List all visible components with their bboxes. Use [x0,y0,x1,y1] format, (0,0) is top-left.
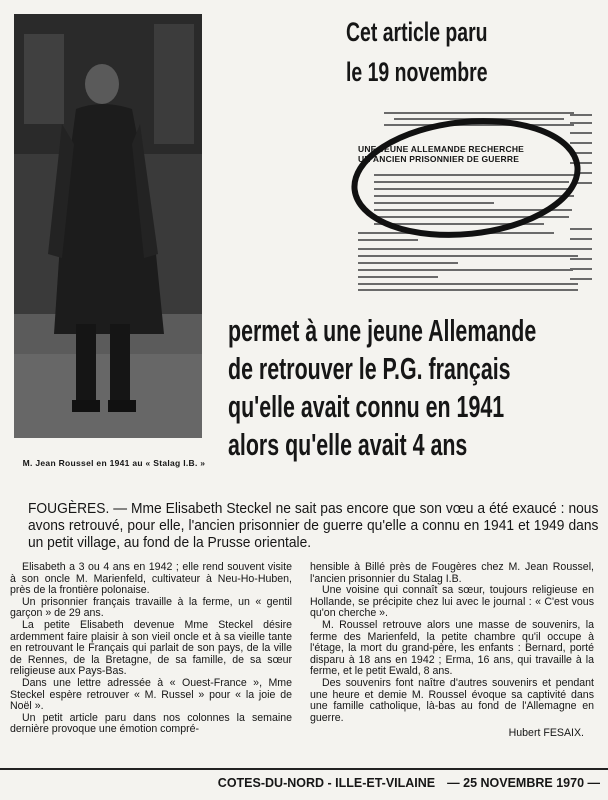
headline-top [346,12,490,92]
lead-paragraph [28,500,598,551]
headline-main-line: alors qu'elle avait 4 ans [228,427,468,462]
lead-text: FOUGÈRES. — Mme Elisabeth Steckel ne sait pas encore que son vœu a été exaucé : nous avons retrouvé, pour elle, l'ancien prisonnier de guerre qu'elle a connu en 1941 et 1949 dans un petit village, au fond de la Prusse orientale. [28,500,599,551]
headline-main [228,312,573,464]
headline-main-line: de retrouver le P.G. français [228,351,511,386]
article-paragraph: Un prisonnier français travaille à la ferme, un « gentil garçon » de 29 ans. [10,595,292,620]
photo-caption: M. Jean Roussel en 1941 au « Stalag I.B. » [22,458,206,468]
article-paragraph: Un petit article paru dans nos colonnes la semaine dernière provoque une émotion compré- [10,711,292,736]
article-paragraph: Une voisine qui connaît sa sœur, toujours religieuse en Hollande, se précipite chez lui avec le journal : « C'est vous qu'on cherche ». [310,584,594,620]
clipping-headline-line: UNE JEUNE ALLEMANDE RECHERCHE [358,144,525,154]
footer-region: COTES-DU-NORD - ILLE-ET-VILAINE [217,776,436,790]
page-footer [0,772,608,794]
footer-rule [0,768,608,770]
article-paragraph: Elisabeth a 3 ou 4 ans en 1942 ; elle rend souvent visite à son oncle M. Marienfeld, cultivateur à Neu-Ho-Huben, près de la frontière polonaise. [10,561,292,597]
clipping-headline-line: UN ANCIEN PRISONNIER DE GUERRE [358,154,520,164]
article-paragraph: La petite Elisabeth devenue Mme Steckel désire ardemment faire plaisir à son vieil oncle et à sa vieille tante en retrouvant le Français qui parlait de son pays, de la ville de Rennes, de la Bretagne, de sa famille, de sa sœur religieuse aux Pays-Bas. [10,618,292,678]
article-column-left [10,562,292,736]
author-signature: Hubert FESAIX. [508,727,584,740]
article-paragraph: Dans une lettre adressée à « Ouest-France », Mme Steckel espère retrouver « M. Russel » pour « la joie de Noël ». [10,676,292,713]
footer-date: — 25 NOVEMBRE 1970 — [447,776,600,790]
headline-main-line: permet à une jeune Allemande [228,313,537,348]
article-column-right [310,562,594,740]
article-paragraph: hensible à Billé près de Fougères chez M. Jean Roussel, l'ancien prisonnier du Stalag I.B. [310,561,594,585]
headline-top-line: Cet article paru [346,17,488,47]
soldier-photo [14,14,202,438]
headline-top-line: le 19 novembre [346,57,488,87]
newspaper-clipping [344,108,594,292]
article-paragraph: M. Roussel retrouve alors une masse de souvenirs, la ferme des Marienfeld, la petite chambre qu'il occupe à l'étage, la mort du grand-père, les enfants : Bernard, porté disparu à 18 ans en 1942 ; Erma, 16 ans, qui travaille à la ferme, et le petit Ewald, 8 ans. [310,618,594,678]
headline-main-line: qu'elle avait connu en 1941 [228,389,505,424]
ink-circle-mark [344,108,594,292]
article-paragraph: Des souvenirs font naître d'autres souvenirs et pendant une heure et demie M. Roussel évoque sa captivité dans une famille catholique, là-bas au fond de l'Allemagne en guerre. [310,676,594,724]
